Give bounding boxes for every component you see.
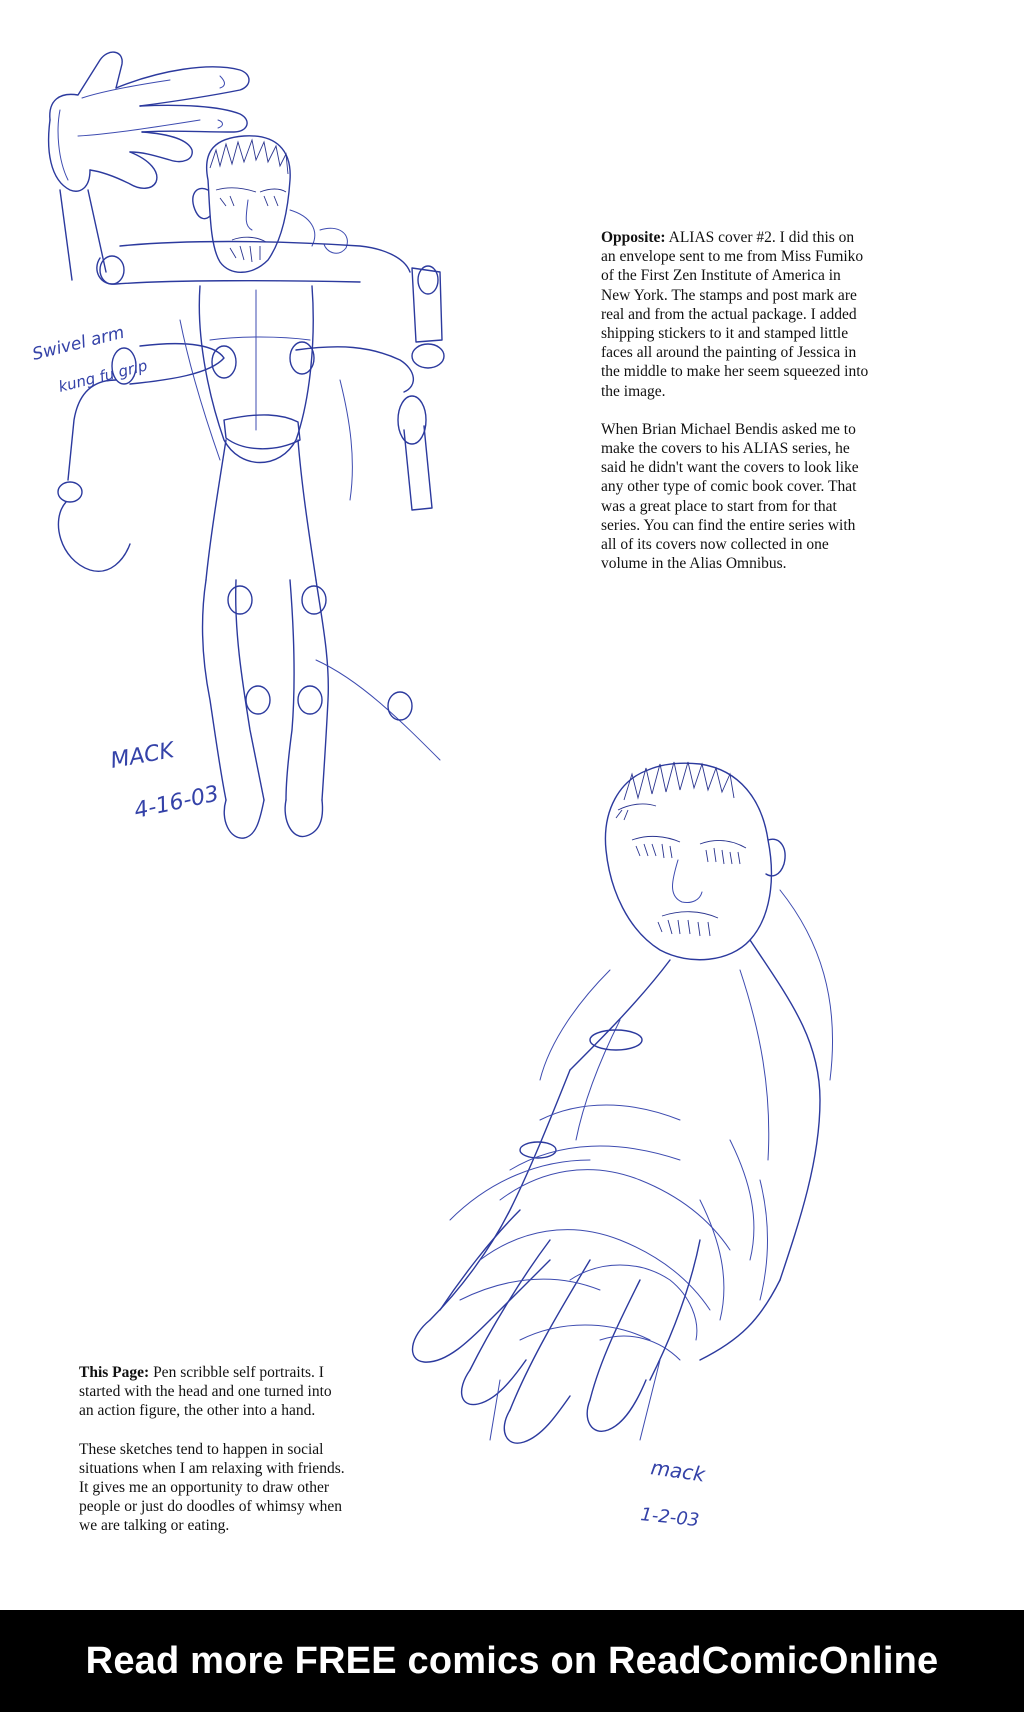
arm-drawing — [520, 890, 833, 1280]
torso-drawing — [97, 242, 444, 581]
portrait-signature — [639, 1455, 707, 1531]
handwritten-note-line2: kung fu grip — [56, 356, 150, 396]
head-drawing — [193, 136, 348, 272]
signature-date-2: 1-2-03 — [639, 1504, 701, 1532]
footer-banner-text[interactable]: Read more FREE comics on ReadComicOnline — [85, 1639, 939, 1682]
signature-mack: MACK — [108, 738, 176, 774]
signature-mack-2: mack — [649, 1455, 707, 1487]
opposite-caption — [601, 228, 871, 592]
handwritten-notes — [30, 323, 221, 824]
portrait-head-drawing — [605, 762, 785, 960]
this-page-caption — [79, 1363, 349, 1555]
opposite-paragraph-1 — [601, 228, 871, 401]
opposite-text-1: ALIAS cover #2. I did this on an envelope sent to me from Miss Fumiko of the First Zen Institute of America in New York. The stamps and post mark are real and from the actual package. I added shipping stickers to it and stamped little faces all around the painting of Jessica in the middle to make her seem squeezed into the image. — [601, 229, 869, 400]
handwritten-note-line1: Swivel arm — [30, 322, 127, 365]
hand-portrait-sketch — [400, 740, 940, 1580]
this-page-lead: This Page: — [79, 1364, 150, 1381]
raised-hand-drawing — [49, 52, 249, 280]
signature-date: 4-16-03 — [132, 781, 222, 824]
opposite-lead: Opposite: — [601, 229, 666, 246]
this-page-text-1: Pen scribble self portraits. I started with the head and one turned into an action figure, the other into a hand. — [79, 1364, 332, 1420]
extra-arms-drawing — [58, 320, 432, 571]
opposite-paragraph-2: When Brian Michael Bendis asked me to make the covers to his ALIAS series, he said he didn't want the covers to look like any other type of comic book cover. That was a great place to start from for that series. You can find the entire series with all of its covers now collected in one volume in the Alias Omnibus. — [601, 420, 859, 573]
hand-drawing — [413, 1070, 780, 1443]
this-page-paragraph-1 — [79, 1363, 349, 1421]
footer-banner[interactable] — [0, 1610, 1024, 1712]
this-page-paragraph-2: These sketches tend to happen in social situations when I am relaxing with friends. It gives me an opportunity to draw other people or just do doodles of whimsy when we are talking or eating. — [79, 1440, 345, 1535]
